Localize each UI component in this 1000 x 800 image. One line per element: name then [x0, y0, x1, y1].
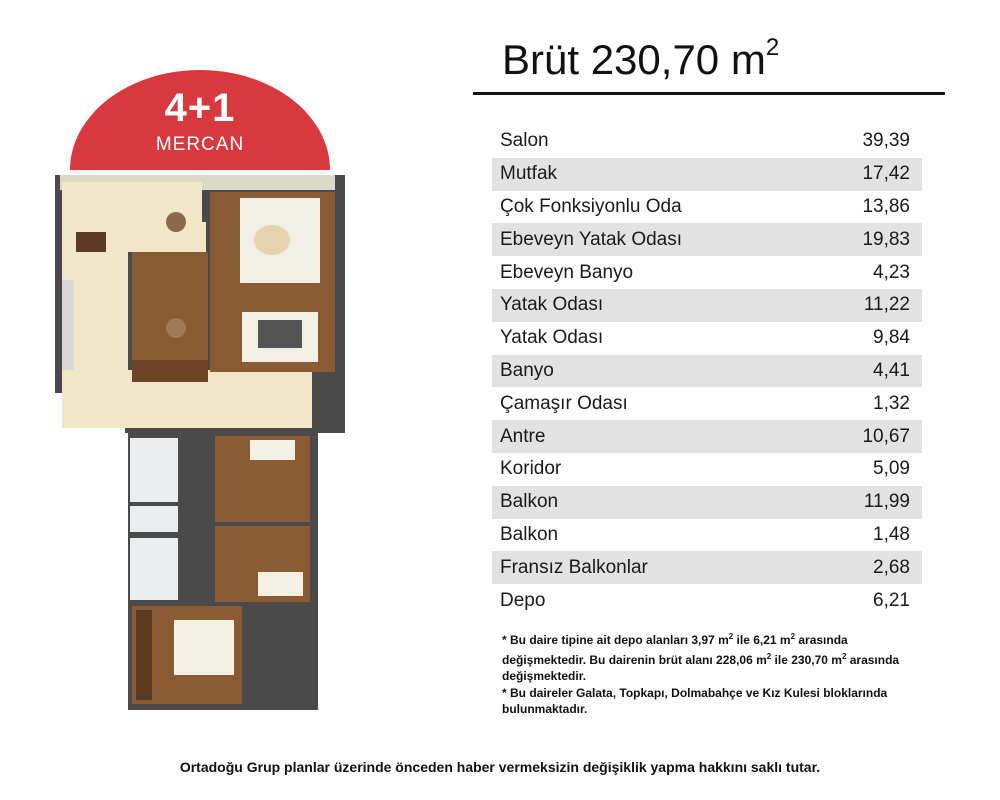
gross-area-label: Brüt 230,70 m — [502, 36, 766, 83]
room-area: 1,32 — [873, 392, 910, 414]
room-name: Ebeveyn Yatak Odası — [500, 228, 683, 250]
unit-type-badge — [70, 70, 330, 170]
note-blocks: * Bu daireler Galata, Topkapı, Dolmabahçe ve Kız Kulesi bloklarında bulunmaktadır. — [502, 685, 888, 716]
multi-room-floor — [132, 252, 208, 362]
room-area: 5,09 — [873, 458, 910, 480]
room-row — [492, 322, 922, 355]
room-name: Banyo — [500, 359, 554, 381]
unit-type-label: 4+1 — [164, 86, 236, 130]
room-row — [492, 256, 922, 289]
note-superscript: 2 — [766, 651, 772, 661]
room-row — [492, 289, 922, 322]
note1-part: arasında değişmektedir. Bu dairenin brüt alanı 228,06 m — [502, 633, 848, 667]
room-name: Fransız Balkonlar — [500, 556, 648, 578]
note1-part: ile 230,70 m — [771, 652, 842, 667]
room-area: 13,86 — [862, 195, 910, 217]
footer-disclaimer: Ortadoğu Grup planlar üzerinde önceden haber vermeksizin değişiklik yapma hakkını saklı tutar. — [179, 759, 821, 775]
room-area: 19,83 — [862, 228, 910, 250]
room-name: Yatak Odası — [500, 327, 604, 349]
room-area: 1,48 — [873, 523, 910, 545]
note-superscript: 2 — [790, 632, 796, 641]
room-row — [492, 125, 922, 158]
room-area: 6,21 — [873, 589, 910, 611]
room-name: Mutfak — [500, 163, 558, 185]
note1-part: arasında değişmektedir. — [502, 652, 900, 683]
room-row — [492, 223, 922, 256]
room-area: 39,39 — [862, 130, 910, 152]
room-area: 4,23 — [873, 261, 910, 283]
room-area: 9,84 — [873, 327, 910, 349]
note-storage-area — [502, 629, 932, 685]
note1-part: * Bu daire tipine ait depo alanları 3,97 m — [502, 633, 729, 647]
gross-area-title — [502, 36, 779, 84]
area-unit-superscript: 2 — [765, 34, 780, 61]
room-name: Antre — [500, 425, 546, 447]
room-row — [492, 191, 922, 224]
room-row — [492, 584, 922, 617]
room-name: Yatak Odası — [500, 294, 604, 316]
room-row — [492, 551, 922, 584]
title-divider — [473, 92, 945, 95]
room-row — [492, 486, 922, 519]
notes-block — [502, 629, 932, 718]
note-superscript: 2 — [841, 651, 847, 661]
room-area: 17,42 — [862, 163, 910, 185]
room-row — [492, 355, 922, 388]
room-row — [492, 158, 922, 191]
note-superscript: 2 — [728, 632, 734, 641]
note1-part: ile 6,21 m — [733, 633, 791, 647]
room-name: Çamaşır Odası — [500, 392, 628, 414]
room-area: 11,99 — [863, 491, 910, 513]
room-area-table — [492, 125, 922, 617]
room-area: 2,68 — [873, 556, 910, 578]
room-row — [492, 420, 922, 453]
floor-plan-image — [50, 170, 350, 710]
room-name: Koridor — [500, 458, 562, 480]
room-area: 11,22 — [863, 294, 910, 316]
unit-model-name: MERCAN — [155, 134, 245, 155]
room-name: Ebeveyn Banyo — [500, 261, 634, 283]
room-name: Balkon — [500, 523, 559, 545]
room-name: Çok Fonksiyonlu Oda — [500, 195, 682, 217]
room-row — [492, 519, 922, 552]
room-name: Balkon — [500, 491, 559, 513]
room-area: 4,41 — [873, 359, 910, 381]
room-row — [492, 387, 922, 420]
room-name: Depo — [500, 589, 546, 611]
room-row — [492, 453, 922, 486]
room-name: Salon — [500, 130, 549, 152]
room-area: 10,67 — [862, 425, 910, 447]
